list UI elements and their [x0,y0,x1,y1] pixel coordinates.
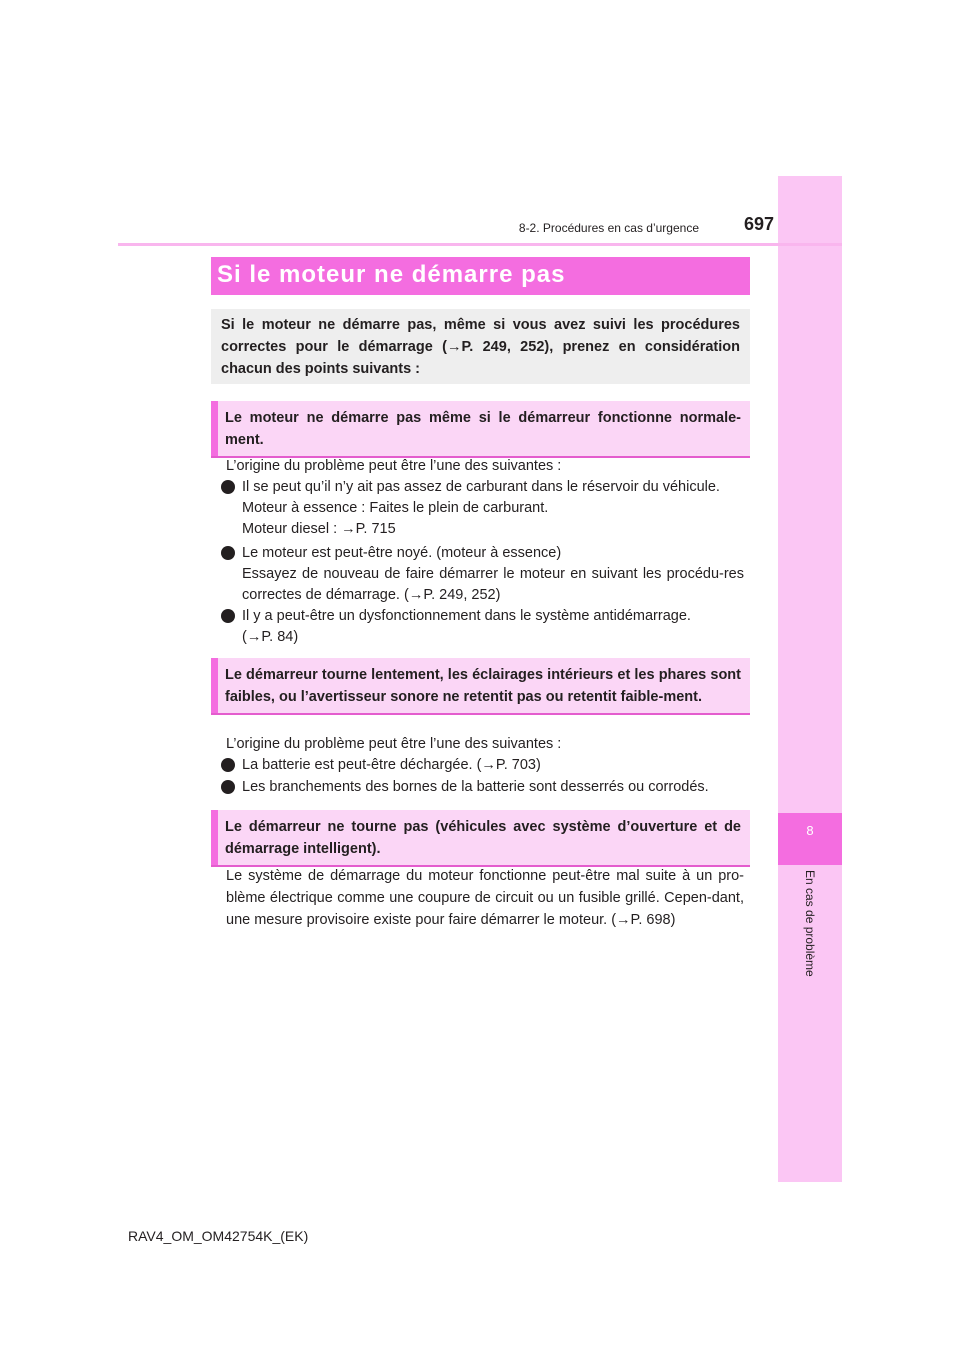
subheading-3 [211,810,750,867]
chapter-number-block [778,813,842,865]
list-item: Le moteur est peut-être noyé. (moteur à essence) Essayez de nouveau de faire démarrer le moteur en suivant les procédu-res correctes de démarrage. (→P. 249, 252) [221,543,744,606]
bullet-icon [221,480,235,494]
list-item: Les branchements des bornes de la batterie sont desserrés ou corrodés. [221,777,744,798]
bullet-icon [221,758,235,772]
section-2-lead: L’origine du problème peut être l’une des suivantes : [226,736,562,752]
subheading-1-text: Le moteur ne démarre pas même si le démarreur fonctionne normale-ment. [225,410,741,448]
section-3-body: Le système de démarrage du moteur fonctionne peut-être mal suite à un pro-blème électrique comme une coupure de circuit ou un fusible grillé. Cepen-dant, une mesure provisoire existe pour faire démarrer le moteur. (→P. 698) [226,868,744,928]
chapter-number: 8 [806,823,814,838]
header-rule [118,243,842,246]
page-title-bar [211,257,750,295]
bullet-icon [221,546,235,560]
list-item: La batterie est peut-être déchargée. (→P. 703) [221,755,744,776]
subheading-1 [211,401,750,458]
bullet-icon [221,609,235,623]
section-1-lead: L’origine du problème peut être l’une des suivantes : [226,458,562,474]
list-item: Il y a peut-être un dysfonctionnement dans le système antidémarrage. (→P. 84) [221,606,744,648]
subheading-3-text: Le démarreur ne tourne pas (véhicules avec système d’ouverture et de démarrage intelligent). [225,819,741,857]
intro-box [211,309,750,384]
subheading-2-text: Le démarreur tourne lentement, les éclairages intérieurs et les phares sont faibles, ou l’avertisseur sonore ne retentit pas ou retentit faible-ment. [225,667,741,705]
intro-text: Si le moteur ne démarre pas, même si vous avez suivi les procédures correctes pour le démarrage (→P. 249, 252), prenez en considération chacun des points suivants : [221,317,740,377]
section-title: 8-2. Procédures en cas d’urgence [518,221,699,235]
bullet-icon [221,780,235,794]
chapter-side-tab [778,176,842,1182]
list-item: Il se peut qu’il n’y ait pas assez de carburant dans le réservoir du véhicule. Moteur à essence : Faites le plein de carburant. Moteur diesel : →P. 715 [221,477,744,540]
document-code: RAV4_OM_OM42754K_(EK) [128,1228,309,1244]
page-number: 697 [743,214,774,234]
subheading-2 [211,658,750,715]
page-title: Si le moteur ne démarre pas [217,261,566,288]
chapter-label-wrap [778,870,842,1000]
chapter-label: En cas de problème [803,870,817,977]
